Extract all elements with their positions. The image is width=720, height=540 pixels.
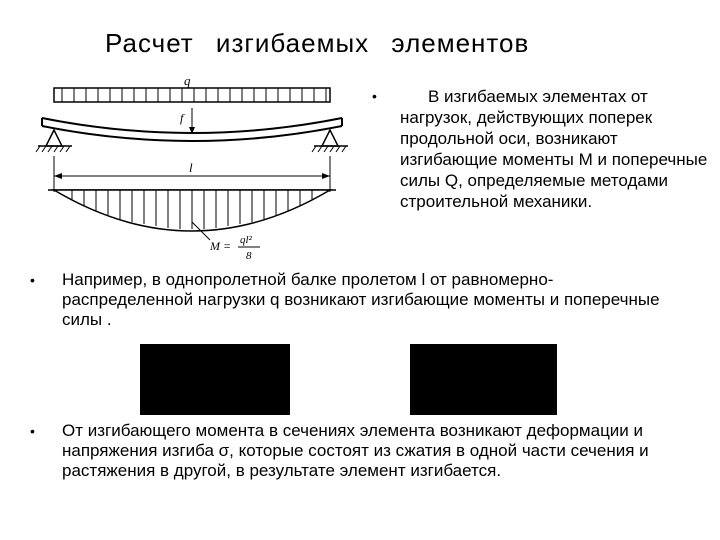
deflection-label: f [180, 111, 184, 125]
moment-formula-num: ql² [240, 234, 252, 246]
bullet-example-text: Например, в однопролетной балке пролетом l от равномерно-распределенной нагрузки q возникают изгибающие моменты и поперечные силы . [62, 270, 660, 329]
formula-image-shear [410, 344, 557, 415]
bullet-deformation-text: От изгибающего момента в сечениях элемента возникают деформации и напряжения изгиба σ, которые состоят из сжатия в одной части сечения и растяжения в другой, в результате элемент изгибается. [62, 421, 649, 480]
moment-formula-lhs: M = [210, 239, 232, 253]
beam-diagram [32, 72, 352, 262]
bullet-marker: • [30, 272, 35, 288]
moment-formula-den: 8 [246, 250, 252, 262]
deflection-marker [189, 108, 195, 134]
bullet-deformation [30, 421, 680, 481]
bullet-marker: • [372, 88, 377, 104]
span-label: l [189, 160, 193, 175]
right-support [312, 130, 348, 152]
bullet-marker: • [30, 423, 35, 439]
distributed-load [54, 88, 330, 102]
slide-title: Расчет изгибаемых элементов [105, 28, 530, 58]
load-label: q [184, 73, 191, 88]
bullet-example [30, 270, 680, 330]
left-support [36, 130, 72, 152]
moment-diagram [48, 190, 336, 240]
right-bullet-text: В изгибаемых элементах от нагрузок, действующих поперек продольной оси, возникают изгибающие моменты M и поперечные силы Q, определяемые методами строительной механики. [400, 87, 708, 211]
formula-image-moment [140, 344, 290, 415]
right-bullet [372, 86, 712, 212]
